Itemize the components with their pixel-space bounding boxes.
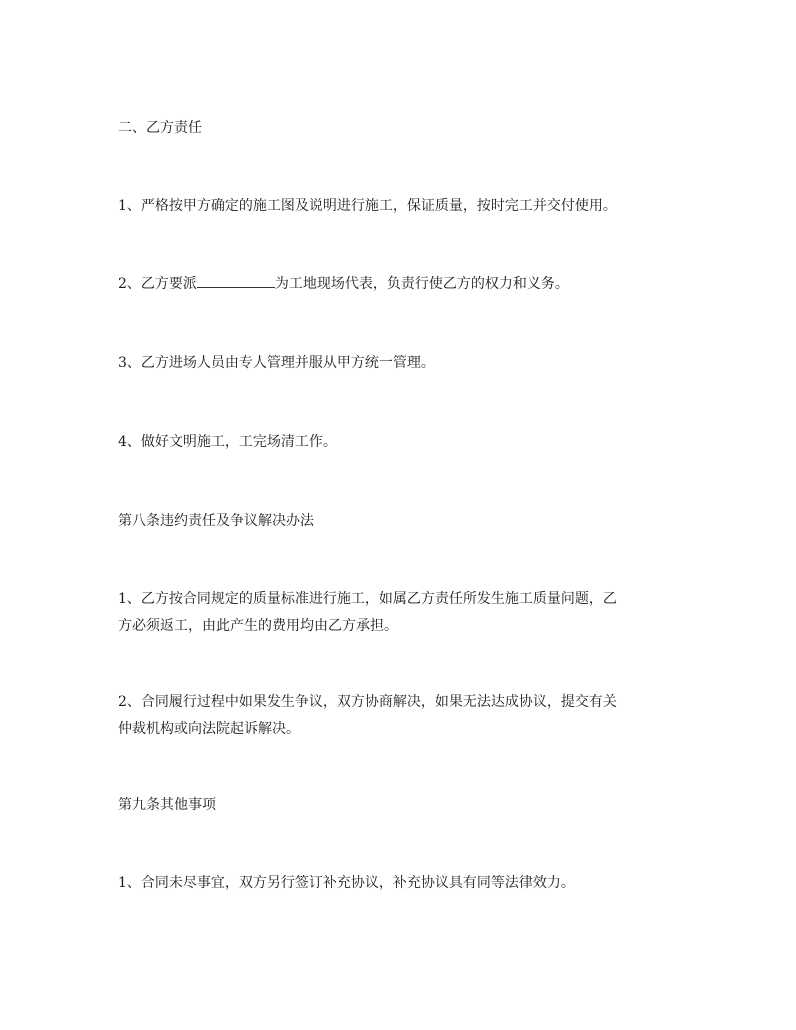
clause-b4: 4、做好文明施工，工完场清工作。 xyxy=(118,434,337,450)
article-9-heading: 第九条其他事项 xyxy=(118,797,216,813)
clause-b2 xyxy=(118,271,683,298)
fill-in-blank xyxy=(197,273,275,288)
article-8-clause-1-line-1: 1、乙方按合同规定的质量标准进行施工，如属乙方责任所发生施工质量问题，乙 xyxy=(118,591,617,607)
article-8-clause-2 xyxy=(118,689,683,743)
clause-b2-prefix: 2、乙方要派 xyxy=(118,276,197,292)
article-8-clause-2-line-2: 仲裁机构或向法院起诉解决。 xyxy=(118,721,300,737)
clause-b1: 1、严格按甲方确定的施工图及说明进行施工，保证质量，按时完工并交付使用。 xyxy=(118,198,617,214)
article-9-clause-1: 1、合同未尽事宜，双方另行签订补充协议，补充协议具有同等法律效力。 xyxy=(118,875,575,891)
article-8-heading: 第八条违约责任及争议解决办法 xyxy=(118,513,314,529)
clause-b2-suffix: 为工地现场代表，负责行使乙方的权力和义务。 xyxy=(274,276,569,292)
section-heading-party-b-responsibilities: 二、乙方责任 xyxy=(118,120,202,136)
clause-b3: 3、乙方进场人员由专人管理并服从甲方统一管理。 xyxy=(118,355,435,371)
article-8-clause-2-line-1: 2、合同履行过程中如果发生争议，双方协商解决，如果无法达成协议，提交有关 xyxy=(118,694,617,710)
article-8-clause-1-line-2: 方必须返工，由此产生的费用均由乙方承担。 xyxy=(118,618,398,634)
article-8-clause-1 xyxy=(118,586,683,640)
